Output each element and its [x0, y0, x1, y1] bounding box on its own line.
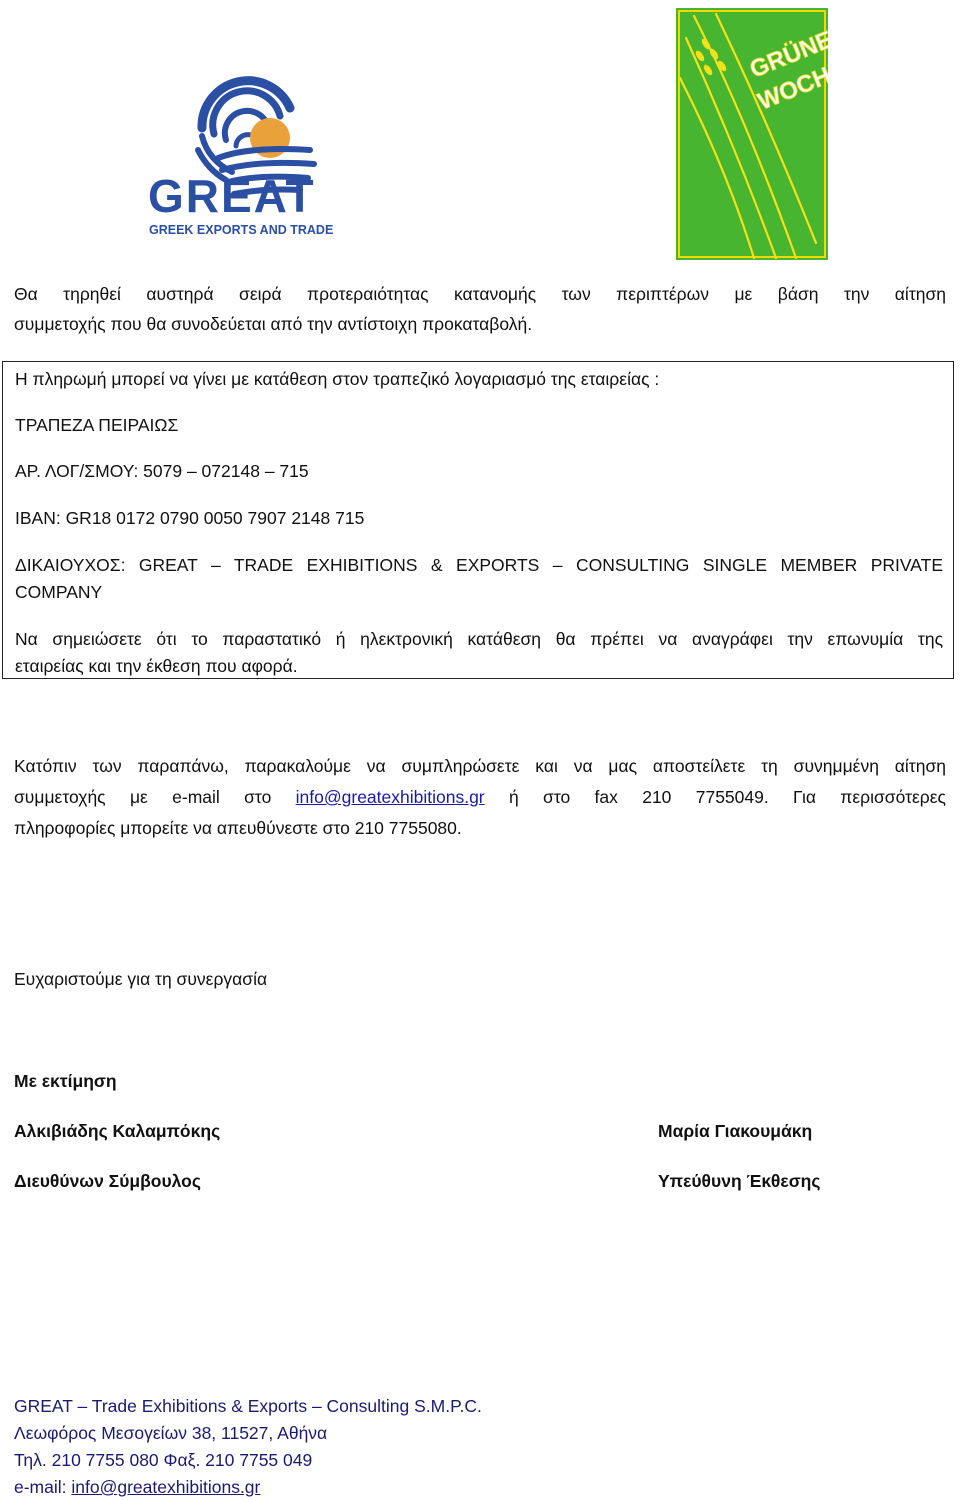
- great-logo-tagline: GREEK EXPORTS AND TRADE: [149, 223, 334, 237]
- bank-name: ΤΡΑΠΕΖΑ ΠΕΙΡΑΙΩΣ: [15, 415, 179, 435]
- request-email-link[interactable]: info@greatexhibitions.gr: [295, 787, 485, 807]
- request-line-1: Κατόπιν των παραπάνω, παρακαλούμε να συμπληρώσετε και να μας αποστείλετε τη συνημμένη αίτηση: [14, 756, 946, 776]
- request-line-2-post: ή στο fax 210 7755049. Για περισσότερες: [508, 787, 946, 807]
- footer-address: Λεωφόρος Μεσογείων 38, 11527, Αθήνα: [14, 1423, 328, 1443]
- note-line-1: Να σημειώσετε ότι το παραστατικό ή ηλεκτρονική κατάθεση θα πρέπει να αναγράφει την επωνυμία της: [15, 629, 943, 649]
- grune-woche-logo-mark: [676, 8, 828, 260]
- footer-email-label: e-mail:: [14, 1477, 67, 1497]
- footer-email-link[interactable]: info@greatexhibitions.gr: [71, 1477, 261, 1497]
- request-line-2: [14, 782, 946, 813]
- intro-line-2: συμμετοχής που θα συνοδεύεται από την αντίστοιχη προκαταβολή.: [14, 314, 533, 334]
- signatory-2-title: Υπεύθυνη Έκθεσης: [658, 1171, 821, 1191]
- request-line-2-pre: συμμετοχής με e-mail στο: [14, 787, 272, 807]
- signatory-1-title: Διευθύνων Σύμβουλος: [14, 1171, 201, 1191]
- regards-text: Με εκτίμηση: [14, 1071, 117, 1091]
- great-logo: [140, 50, 355, 245]
- beneficiary-line-1: ΔΙΚΑΙΟΥΧΟΣ: GREAT – TRADE EXHIBITIONS & EXPORTS – CONSULTING SINGLE MEMBER PRIVATE: [15, 555, 943, 575]
- thanks-text: Ευχαριστούμε για τη συνεργασία: [14, 969, 268, 989]
- footer-email-line: [14, 1474, 260, 1501]
- request-line-3: πληροφορίες μπορείτε να απευθύνεστε στο 210 7755080.: [14, 818, 462, 838]
- signatory-1-name: Αλκιβιάδης Καλαμπόκης: [14, 1121, 221, 1141]
- footer-phone-fax: Τηλ. 210 7755 080 Φαξ. 210 7755 049: [14, 1450, 313, 1470]
- signatory-2-name: Μαρία Γιακουμάκη: [658, 1121, 813, 1141]
- great-logo-mark: [140, 50, 355, 245]
- intro-line-1: Θα τηρηθεί αυστηρά σειρά προτεραιότητας κατανομής των περιπτέρων με βάση την αίτηση: [14, 284, 946, 304]
- great-logo-text: GREAT: [148, 170, 316, 222]
- payment-intro: Η πληρωμή μπορεί να γίνει με κατάθεση στον τραπεζικό λογαριασμό της εταιρείας :: [15, 369, 660, 389]
- account-number: ΑΡ. ΛΟΓ/ΣΜΟΥ: 5079 – 072148 – 715: [15, 461, 309, 481]
- grune-woche-logo: [676, 8, 828, 260]
- grune-woche-text-1: GRÜNE: [746, 26, 828, 84]
- note-line-2: εταιρείας και την έκθεση που αφορά.: [15, 656, 298, 676]
- beneficiary-line-2: COMPANY: [15, 582, 103, 602]
- footer-company: GREAT – Trade Exhibitions & Exports – Consulting S.M.P.C.: [14, 1396, 482, 1416]
- grune-woche-text-2: WOCHE: [754, 56, 828, 116]
- iban: IBAN: GR18 0172 0790 0050 7907 2148 715: [15, 508, 365, 528]
- payment-box: [2, 361, 954, 679]
